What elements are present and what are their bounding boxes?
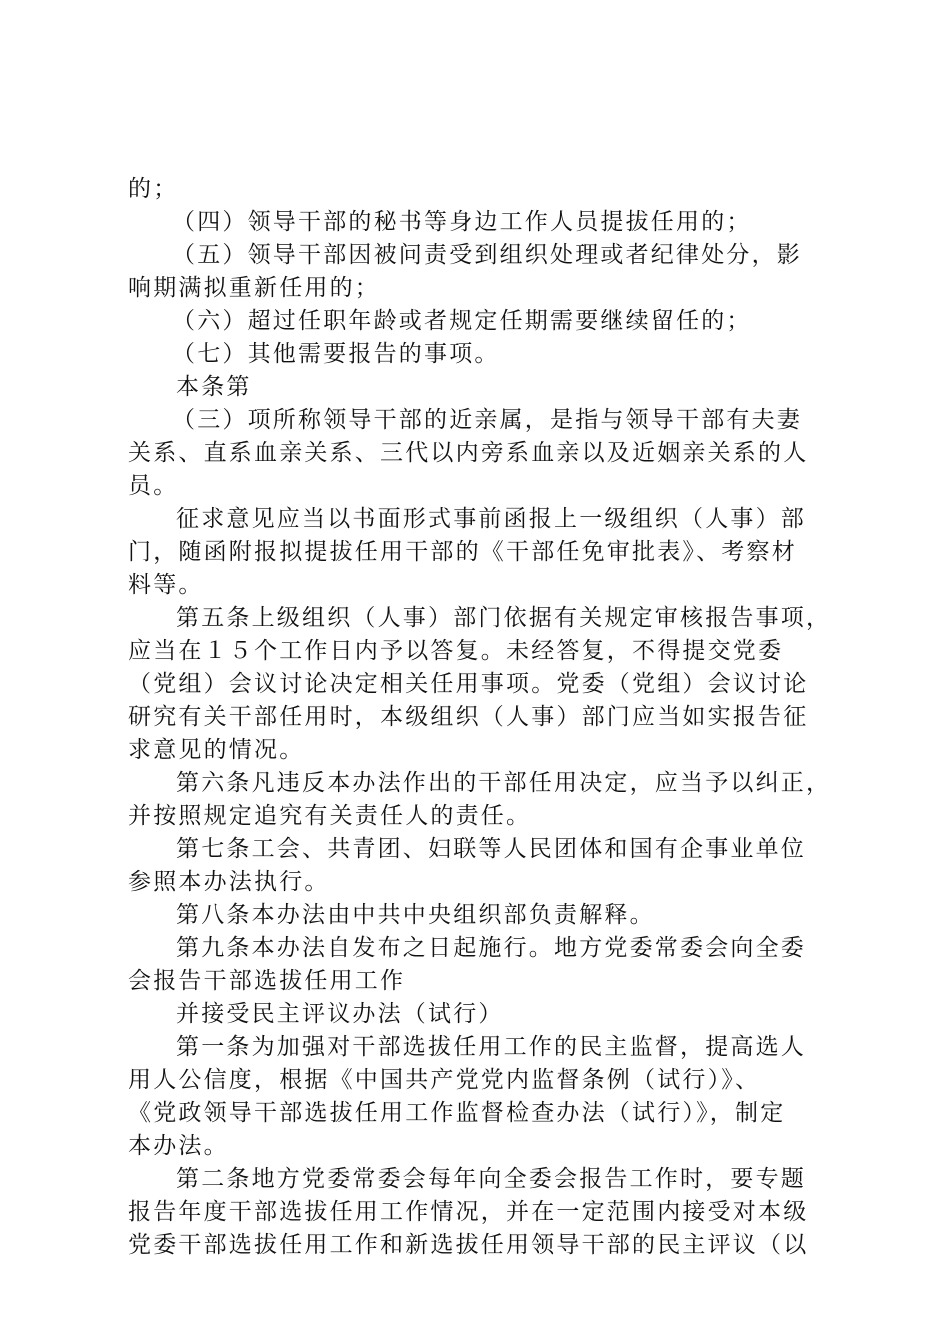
- text-line: 并按照规定追究有关责任人的责任。: [128, 803, 532, 829]
- text-line: 并接受民主评议办法（试行）: [176, 1001, 504, 1027]
- text-line: 会报告干部选拔任用工作: [128, 968, 406, 994]
- text-line: 门，随函附报拟提拔任用干部的《干部任免审批表》、考察材: [128, 539, 797, 565]
- text-line: 本条第: [176, 374, 252, 400]
- text-line: 求意见的情况。: [128, 737, 305, 763]
- text-line: （五）领导干部因被问责受到组织处理或者纪律处分，影: [172, 242, 802, 268]
- text-line: 本办法。: [128, 1133, 229, 1159]
- text-line: 关系、直系血亲关系、三代以内旁系血亲以及近姻亲关系的人: [128, 440, 809, 466]
- text-line: 党委干部选拔任用工作和新选拔任用领导干部的民主评议（以: [128, 1232, 809, 1258]
- text-line: 第五条上级组织（人事）部门依据有关规定审核报告事项，: [176, 605, 832, 631]
- text-line: 研究有关干部任用时，本级组织（人事）部门应当如实报告征: [128, 704, 809, 730]
- text-line: 《党政领导干部选拔任用工作监督检查办法（试行）》，制定: [128, 1100, 786, 1126]
- text-line: 第八条本办法由中共中央组织部负责解释。: [176, 902, 655, 928]
- text-line: 第六条凡违反本办法作出的干部任用决定，应当予以纠正，: [176, 770, 832, 796]
- text-line: 第二条地方党委常委会每年向全委会报告工作时，要专题: [176, 1166, 806, 1192]
- text-line: 征求意见应当以书面形式事前函报上一级组织（人事）部: [176, 506, 806, 532]
- text-line: 料等。: [128, 572, 204, 598]
- text-line: 第九条本办法自发布之日起施行。地方党委常委会向全委: [176, 935, 806, 961]
- text-line: （三）项所称领导干部的近亲属，是指与领导干部有夫妻: [172, 407, 802, 433]
- text-line: 响期满拟重新任用的；: [128, 275, 380, 301]
- document-body: [128, 173, 832, 1262]
- text-line: 第一条为加强对干部选拔任用工作的民主监督，提高选人: [176, 1034, 806, 1060]
- text-line: （六）超过任职年龄或者规定任期需要继续留任的；: [172, 308, 752, 334]
- text-line: 参照本办法执行。: [128, 869, 330, 895]
- text-line: （七）其他需要报告的事项。: [172, 341, 500, 367]
- text-line: 员。: [128, 473, 179, 499]
- text-line: 用人公信度，根据《中国共产党党内监督条例（试行）》、: [128, 1067, 761, 1093]
- text-line: 应当在１５个工作日内予以答复。未经答复，不得提交党委: [128, 638, 784, 664]
- text-line: 的；: [128, 176, 179, 202]
- text-line: 报告年度干部选拔任用工作情况，并在一定范围内接受对本级: [128, 1199, 809, 1225]
- text-line: （党组）会议讨论决定相关任用事项。党委（党组）会议讨论: [128, 671, 809, 697]
- text-line: 第七条工会、共青团、妇联等人民团体和国有企事业单位: [176, 836, 806, 862]
- text-line: （四）领导干部的秘书等身边工作人员提拔任用的；: [172, 209, 752, 235]
